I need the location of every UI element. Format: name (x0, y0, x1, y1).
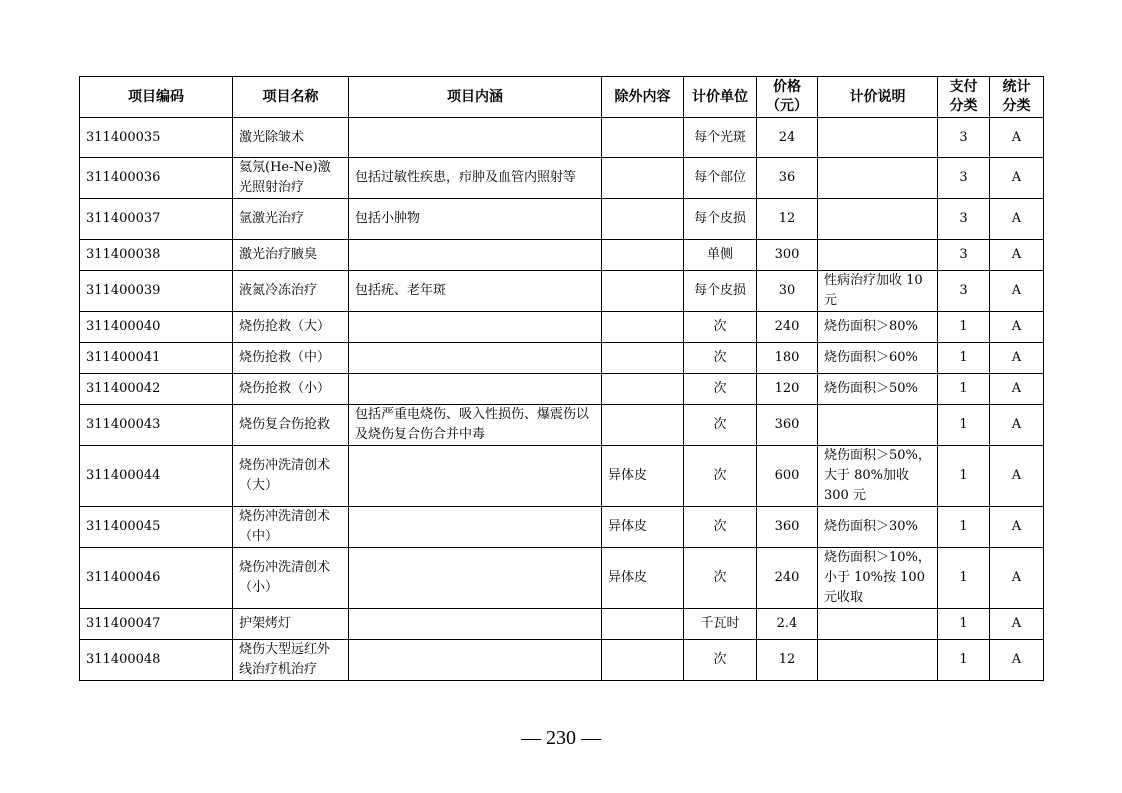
cell-exclusion (602, 118, 684, 158)
cell-stat: A (990, 271, 1044, 312)
cell-code: 311400044 (80, 446, 233, 507)
cell-exclusion (602, 240, 684, 271)
cell-exclusion: 异体皮 (602, 446, 684, 507)
cell-code: 311400043 (80, 405, 233, 446)
cell-unit: 千瓦时 (684, 609, 757, 640)
cell-content (349, 640, 602, 681)
cell-unit: 次 (684, 343, 757, 374)
cell-name: 激光除皱术 (233, 118, 349, 158)
cell-note: 烧伤面积＞60% (818, 343, 938, 374)
cell-code: 311400035 (80, 118, 233, 158)
cell-price: 240 (757, 312, 818, 343)
cell-unit: 次 (684, 548, 757, 609)
cell-pay: 1 (938, 640, 990, 681)
cell-exclusion (602, 158, 684, 199)
cell-pay: 1 (938, 405, 990, 446)
cell-price: 24 (757, 118, 818, 158)
cell-unit: 次 (684, 374, 757, 405)
table-row (80, 312, 1044, 343)
cell-price: 30 (757, 271, 818, 312)
cell-stat: A (990, 199, 1044, 240)
cell-name: 烧伤冲洗清创术（小） (233, 548, 349, 609)
cell-code: 311400039 (80, 271, 233, 312)
cell-note (818, 405, 938, 446)
cell-content: 包括小肿物 (349, 199, 602, 240)
cell-stat: A (990, 640, 1044, 681)
cell-stat: A (990, 609, 1044, 640)
cell-note: 烧伤面积＞30% (818, 507, 938, 548)
cell-note (818, 199, 938, 240)
cell-pay: 3 (938, 118, 990, 158)
cell-stat: A (990, 158, 1044, 199)
cell-name: 液氮冷冻治疗 (233, 271, 349, 312)
cell-unit: 每个皮损 (684, 199, 757, 240)
cell-unit: 单侧 (684, 240, 757, 271)
cell-content (349, 507, 602, 548)
cell-code: 311400047 (80, 609, 233, 640)
cell-stat: A (990, 548, 1044, 609)
cell-note: 烧伤面积＞50% (818, 374, 938, 405)
cell-name: 烧伤抢救（大） (233, 312, 349, 343)
cell-pay: 1 (938, 548, 990, 609)
header-code: 项目编码 (80, 77, 233, 118)
header-price: 价格（元） (757, 77, 818, 118)
cell-note (818, 118, 938, 158)
cell-name: 氩激光治疗 (233, 199, 349, 240)
cell-content (349, 240, 602, 271)
cell-stat: A (990, 405, 1044, 446)
cell-content: 包括疣、老年斑 (349, 271, 602, 312)
cell-name: 烧伤复合伤抢救 (233, 405, 349, 446)
cell-exclusion (602, 405, 684, 446)
cell-pay: 3 (938, 271, 990, 312)
cell-name: 氦氖(He-Ne)激光照射治疗 (233, 158, 349, 199)
table-header-row (80, 77, 1044, 118)
cell-unit: 次 (684, 446, 757, 507)
cell-unit: 次 (684, 405, 757, 446)
header-unit: 计价单位 (684, 77, 757, 118)
table-body (80, 118, 1044, 681)
cell-exclusion (602, 640, 684, 681)
table-row (80, 507, 1044, 548)
cell-note: 烧伤面积＞10%，小于 10%按 100 元收取 (818, 548, 938, 609)
table-row (80, 405, 1044, 446)
price-table (79, 76, 1044, 681)
table-row (80, 199, 1044, 240)
cell-stat: A (990, 118, 1044, 158)
cell-price: 120 (757, 374, 818, 405)
table-row (80, 609, 1044, 640)
cell-content (349, 312, 602, 343)
cell-pay: 3 (938, 158, 990, 199)
cell-price: 360 (757, 507, 818, 548)
cell-code: 311400042 (80, 374, 233, 405)
cell-name: 烧伤冲洗清创术（中） (233, 507, 349, 548)
cell-price: 12 (757, 199, 818, 240)
cell-code: 311400041 (80, 343, 233, 374)
cell-code: 311400045 (80, 507, 233, 548)
cell-unit: 每个部位 (684, 158, 757, 199)
cell-note (818, 640, 938, 681)
header-note: 计价说明 (818, 77, 938, 118)
cell-pay: 1 (938, 446, 990, 507)
header-name: 项目名称 (233, 77, 349, 118)
cell-exclusion (602, 609, 684, 640)
cell-code: 311400048 (80, 640, 233, 681)
cell-exclusion: 异体皮 (602, 548, 684, 609)
cell-exclusion (602, 312, 684, 343)
cell-price: 2.4 (757, 609, 818, 640)
cell-pay: 1 (938, 374, 990, 405)
cell-stat: A (990, 507, 1044, 548)
cell-content (349, 609, 602, 640)
cell-pay: 1 (938, 507, 990, 548)
table-row (80, 240, 1044, 271)
header-exclusion: 除外内容 (602, 77, 684, 118)
cell-name: 烧伤冲洗清创术（大） (233, 446, 349, 507)
cell-price: 12 (757, 640, 818, 681)
cell-name: 烧伤大型远红外线治疗机治疗 (233, 640, 349, 681)
cell-unit: 每个光斑 (684, 118, 757, 158)
cell-unit: 每个皮损 (684, 271, 757, 312)
cell-content (349, 343, 602, 374)
table-row (80, 158, 1044, 199)
cell-content (349, 548, 602, 609)
cell-price: 600 (757, 446, 818, 507)
cell-exclusion (602, 374, 684, 405)
page-number: — 230 — (521, 727, 601, 749)
cell-stat: A (990, 343, 1044, 374)
cell-content (349, 118, 602, 158)
cell-pay: 1 (938, 609, 990, 640)
cell-note: 烧伤面积＞80% (818, 312, 938, 343)
cell-name: 护架烤灯 (233, 609, 349, 640)
cell-unit: 次 (684, 640, 757, 681)
header-content: 项目内涵 (349, 77, 602, 118)
table-row (80, 343, 1044, 374)
table-row (80, 271, 1044, 312)
cell-price: 240 (757, 548, 818, 609)
table-row (80, 548, 1044, 609)
cell-exclusion (602, 271, 684, 312)
cell-code: 311400038 (80, 240, 233, 271)
cell-code: 311400036 (80, 158, 233, 199)
table-row (80, 446, 1044, 507)
cell-pay: 3 (938, 240, 990, 271)
cell-code: 311400046 (80, 548, 233, 609)
cell-price: 180 (757, 343, 818, 374)
cell-pay: 1 (938, 343, 990, 374)
cell-exclusion (602, 343, 684, 374)
cell-exclusion (602, 199, 684, 240)
cell-unit: 次 (684, 312, 757, 343)
cell-code: 311400037 (80, 199, 233, 240)
cell-code: 311400040 (80, 312, 233, 343)
cell-exclusion: 异体皮 (602, 507, 684, 548)
cell-content: 包括过敏性疾患，疖肿及血管内照射等 (349, 158, 602, 199)
header-stat: 统计分类 (990, 77, 1044, 118)
cell-note: 烧伤面积＞50%，大于 80%加收 300 元 (818, 446, 938, 507)
cell-stat: A (990, 312, 1044, 343)
cell-price: 300 (757, 240, 818, 271)
cell-content (349, 446, 602, 507)
cell-name: 激光治疗腋臭 (233, 240, 349, 271)
cell-note (818, 158, 938, 199)
cell-note: 性病治疗加收 10 元 (818, 271, 938, 312)
cell-name: 烧伤抢救（中） (233, 343, 349, 374)
cell-note (818, 609, 938, 640)
table-row (80, 118, 1044, 158)
cell-unit: 次 (684, 507, 757, 548)
cell-price: 360 (757, 405, 818, 446)
cell-stat: A (990, 374, 1044, 405)
cell-stat: A (990, 446, 1044, 507)
table-row (80, 640, 1044, 681)
cell-name: 烧伤抢救（小） (233, 374, 349, 405)
cell-content: 包括严重电烧伤、吸入性损伤、爆震伤以及烧伤复合伤合并中毒 (349, 405, 602, 446)
cell-content (349, 374, 602, 405)
cell-pay: 3 (938, 199, 990, 240)
cell-note (818, 240, 938, 271)
cell-price: 36 (757, 158, 818, 199)
table-row (80, 374, 1044, 405)
cell-stat: A (990, 240, 1044, 271)
header-pay: 支付分类 (938, 77, 990, 118)
cell-pay: 1 (938, 312, 990, 343)
